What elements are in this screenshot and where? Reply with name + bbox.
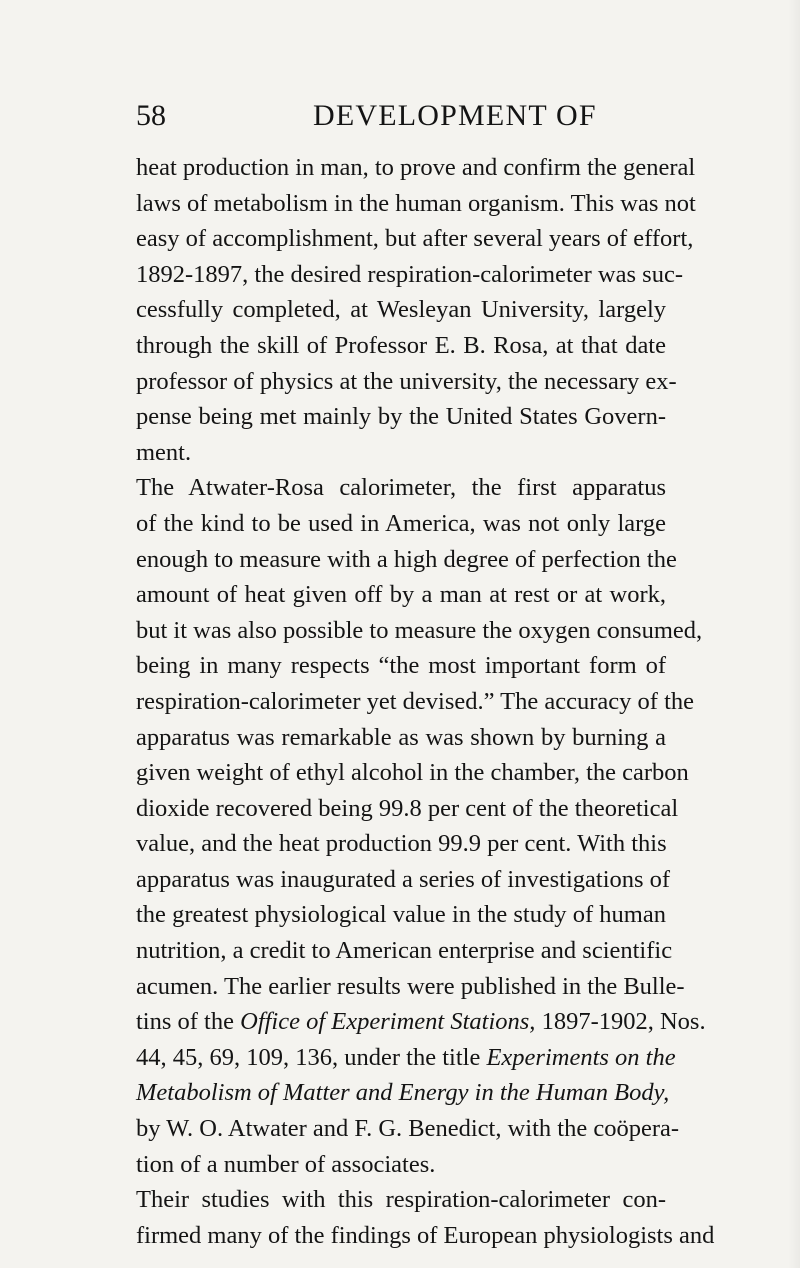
text-line: pense being met mainly by the United States Govern- (136, 403, 666, 431)
text-line: through the skill of Professor E. B. Rosa, at that date (136, 331, 666, 359)
text-line: easy of accomplishment, but after several years of effort, (136, 225, 694, 253)
text-line: by W. O. Atwater and F. G. Benedict, with the coöpera- (136, 1115, 680, 1143)
text-line: Their studies with this respiration-calorimeter con- (136, 1186, 666, 1214)
text-line: professor of physics at the university, the necessary ex- (136, 367, 677, 395)
text-line: tion of a number of associates. (136, 1150, 436, 1178)
text-line: Metabolism of Matter and Energy in the Human Body, (136, 1079, 670, 1107)
italic-title: Experiments on the (486, 1043, 676, 1071)
text-line: dioxide recovered being 99.8 per cent of the theoretical (136, 794, 679, 822)
page-edge-shadow (788, 0, 800, 1268)
text-line: laws of metabolism in the human organism. This was not (136, 189, 696, 217)
text-line: firmed many of the findings of European physiologists and (136, 1221, 715, 1249)
text-line: The Atwater-Rosa calorimeter, the first apparatus (136, 474, 666, 502)
page-number: 58 (136, 99, 166, 132)
text-line (136, 1040, 676, 1076)
text-line: apparatus was remarkable as was shown by burning a (136, 723, 666, 751)
text-line: 1892-1897, the desired respiration-calorimeter was suc- (136, 260, 683, 288)
text-line: enough to measure with a high degree of perfection the (136, 545, 677, 573)
text-line: apparatus was inaugurated a series of investigations of (136, 865, 671, 893)
text-line: value, and the heat production 99.9 per cent. With this (136, 830, 667, 858)
italic-title: Office of Experiment Stations, (240, 1008, 536, 1036)
text-fragment: 44, 45, 69, 109, 136, under the title (136, 1043, 487, 1071)
text-line: the greatest physiological value in the study of human (136, 901, 666, 929)
page-header (136, 96, 666, 146)
text-line (136, 1004, 706, 1040)
text-fragment: tins of the (136, 1008, 241, 1036)
text-line: acumen. The earlier results were published in the Bulle- (136, 972, 685, 1000)
running-head: DEVELOPMENT OF (313, 99, 597, 132)
text-line: heat production in man, to prove and confirm the general (136, 154, 696, 181)
body-text (136, 150, 715, 1253)
text-line: cessfully completed, at Wesleyan University, largely (136, 296, 666, 324)
text-line: of the kind to be used in America, was not only large (136, 509, 666, 537)
text-fragment: 1897-1902, Nos. (535, 1008, 706, 1036)
text-line: ment. (136, 438, 192, 466)
text-line: amount of heat given off by a man at rest or at work, (136, 581, 666, 609)
text-line: but it was also possible to measure the oxygen consumed, (136, 616, 703, 644)
text-line: being in many respects “the most important form of (136, 652, 666, 680)
text-line: given weight of ethyl alcohol in the chamber, the carbon (136, 759, 689, 787)
text-line: nutrition, a credit to American enterprise and scientific (136, 937, 673, 965)
text-line: respiration-calorimeter yet devised.” The accuracy of the (136, 687, 695, 715)
